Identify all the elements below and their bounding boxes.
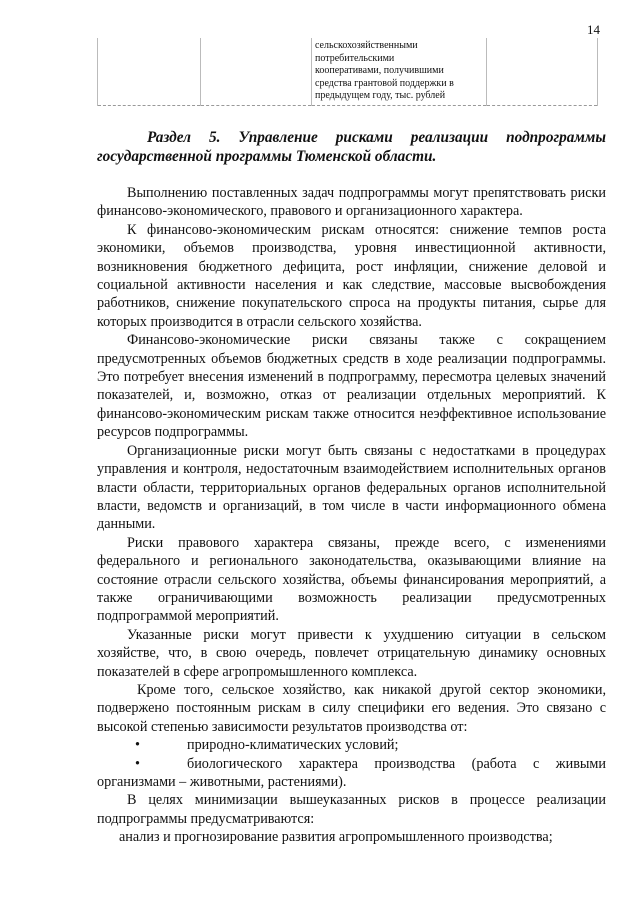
table-cell-indicator bbox=[312, 38, 487, 105]
section-heading-line-1: Раздел 5. Управление рисками реализации подпрограммы bbox=[147, 129, 606, 146]
table-fragment bbox=[97, 38, 598, 106]
table-cell-empty bbox=[487, 38, 598, 105]
paragraph: Риски правового характера связаны, прежде всего, с изменениями федерального и регионального законодательства, оказывающими влияние на состояние отрасли сельского хозяйства, объемы финансирования мероприятий, а также ограничивающими возможность реализации предусмотренных подпрограммой мероприятий. bbox=[97, 534, 606, 625]
table-cell-line: средства грантовой поддержки в bbox=[315, 77, 454, 89]
table-cell-line: предыдущем году, тыс. рублей bbox=[315, 90, 446, 102]
table-cell-empty bbox=[98, 38, 201, 105]
table-cell-line: кооперативами, получившими bbox=[315, 65, 444, 77]
paragraph: Указанные риски могут привести к ухудшению ситуации в сельском хозяйстве, что, в свою очередь, повлечет отрицательную динамику основных показателей в сфере агропромышленного комплекса. bbox=[97, 626, 606, 680]
paragraph: анализ и прогнозирование развития агропромышленного производства; bbox=[119, 829, 553, 846]
bullet-icon: • bbox=[135, 755, 140, 772]
paragraph: Выполнению поставленных задач подпрограммы могут препятствовать риски финансово-экономического, правового и организационного характера. bbox=[97, 185, 606, 220]
page-number: 14 bbox=[587, 22, 600, 37]
body-text bbox=[97, 184, 606, 847]
paragraph: В целях минимизации вышеуказанных рисков в процессе реализации подпрограммы предусматриваются: bbox=[97, 792, 606, 827]
table-cell-empty bbox=[201, 38, 312, 105]
section-heading-line-2: государственной программы Тюменской области. bbox=[97, 148, 437, 165]
table-cell-line: сельскохозяйственными bbox=[315, 40, 418, 51]
bullet-text: биологического характера производства (работа с живыми организмами – животными, растениями). bbox=[97, 755, 606, 790]
section-heading bbox=[97, 128, 606, 166]
paragraph: К финансово-экономическим рискам относятся: снижение темпов роста экономики, объемов производства, уровня инвестиционной активности, возникновения бюджетного дефицита, рост инфляции, снижение деловой и социальной активности населения и как следствие, массовые высвобождения работников, снижение покупательского спроса на продукты питания, сырье для которых производится в отрасли сельского хозяйства. bbox=[97, 221, 606, 330]
paragraph: Финансово-экономические риски связаны также с сокращением предусмотренных объемов бюджетных средств в ходе реализации подпрограммы. Это потребует внесения изменений в подпрограмму, пересмотра целевых значений показателей, и, возможно, отказ от реализации отдельных мероприятий. К финансово-экономическим рискам также относится неэффективное использование ресурсов подпрограммы. bbox=[97, 332, 606, 441]
table-row bbox=[98, 38, 598, 105]
bullet-item bbox=[97, 736, 606, 754]
table-cell-line: потребительскими bbox=[315, 52, 395, 64]
paragraph: Кроме того, сельское хозяйство, как никакой другой сектор экономики, подвержено постоянным рискам в силу специфики его ведения. Это связано с высокой степенью зависимости результатов производства от: bbox=[97, 681, 606, 735]
bullet-item bbox=[97, 755, 606, 792]
bullet-text: природно-климатических условий; bbox=[187, 737, 399, 754]
paragraph: Организационные риски могут быть связаны с недостатками в процедурах управления и контроля, недостаточным взаимодействием исполнительных органов власти области, территориальных органов федеральных органов исполнительной власти, ведомств и организаций, в том числе в части информационного обмена данными. bbox=[97, 442, 606, 533]
bullet-icon: • bbox=[135, 737, 140, 754]
